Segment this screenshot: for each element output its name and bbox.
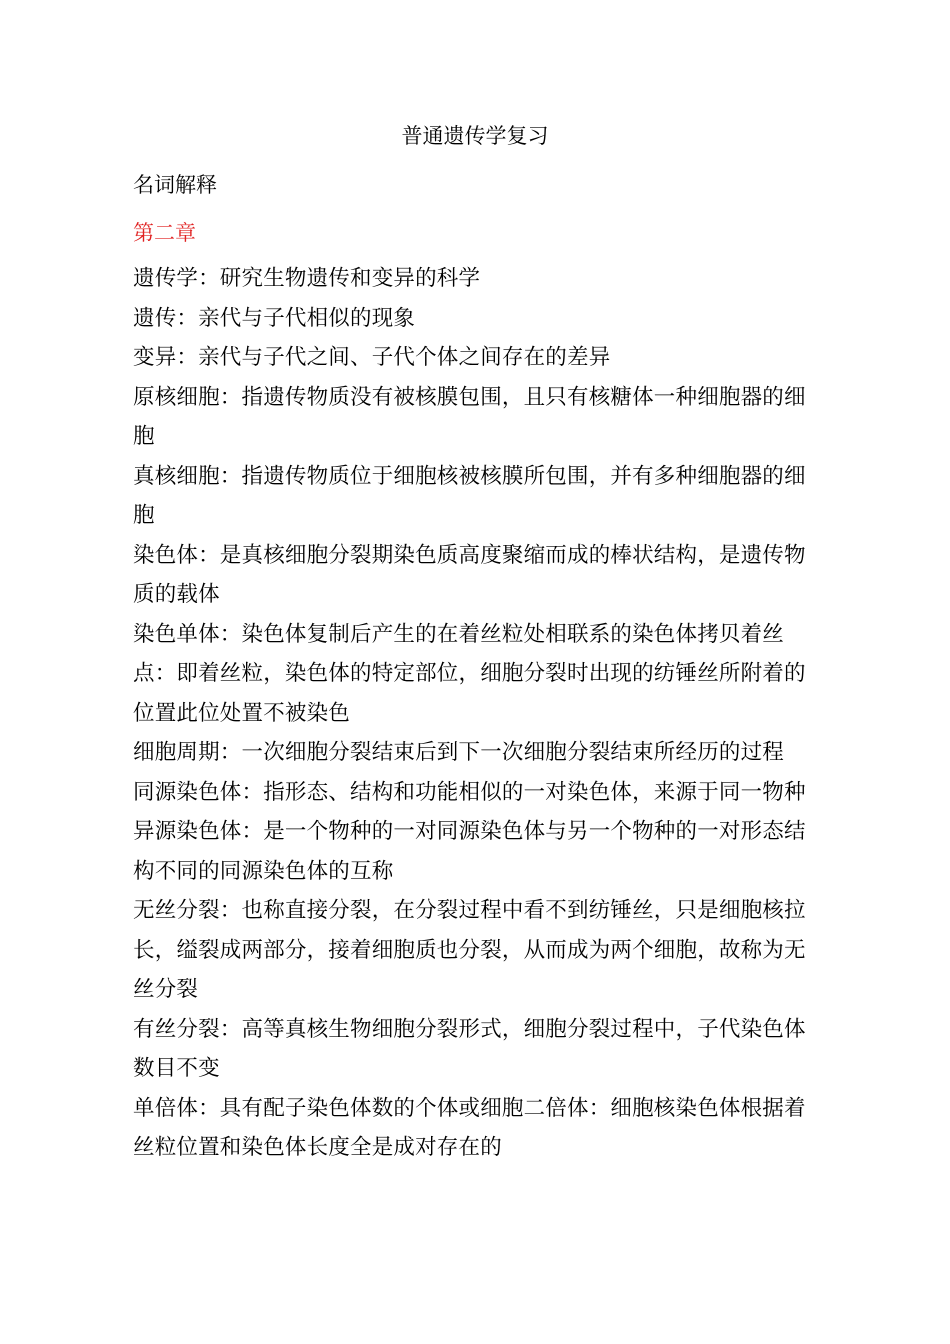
term-definition: 染色体：是真核细胞分裂期染色质高度聚缩而成的棒状结构，是遗传物质的载体 xyxy=(133,542,806,607)
term-definition: 有丝分裂：高等真核生物细胞分裂形式，细胞分裂过程中，子代染色体数目不变 xyxy=(133,1016,806,1081)
term-definition: 异源染色体：是一个物种的一对同源染色体与另一个物种的一对形态结构不同的同源染色体的互称 xyxy=(133,819,806,884)
term-definition: 单倍体：具有配子染色体数的个体或细胞二倍体：细胞核染色体根据着丝粒位置和染色体长度全是成对存在的 xyxy=(133,1095,806,1160)
chapter-heading: 第二章 xyxy=(133,221,196,245)
term-definition: 真核细胞：指遗传物质位于细胞核被核膜所包围，并有多种细胞器的细胞 xyxy=(133,463,806,528)
term-definition: 染色单体：染色体复制后产生的在着丝粒处相联系的染色体拷贝着丝点：即着丝粒，染色体的特定部位，细胞分裂时出现的纺锤丝所附着的位置此位处置不被染色 xyxy=(133,621,806,726)
term-definition: 遗传学：研究生物遗传和变异的科学 xyxy=(133,266,481,291)
term-definition: 无丝分裂：也称直接分裂，在分裂过程中看不到纺锤丝，只是细胞核拉长，缢裂成两部分，接着细胞质也分裂，从而成为两个细胞，故称为无丝分裂 xyxy=(133,898,806,1002)
term-definition: 遗传：亲代与子代相似的现象 xyxy=(133,305,416,331)
document-title: 普通遗传学复习 xyxy=(401,124,549,148)
document-body xyxy=(133,169,813,1168)
term-definition: 同源染色体：指形态、结构和功能相似的一对染色体，来源于同一物种 xyxy=(133,779,806,805)
term-definition: 细胞周期：一次细胞分裂结束后到下一次细胞分裂结束所经历的过程 xyxy=(133,740,785,765)
term-definition: 原核细胞：指遗传物质没有被核膜包围，且只有核糖体一种细胞器的细胞 xyxy=(133,384,806,449)
term-definition: 变异：亲代与子代之间、子代个体之间存在的差异 xyxy=(133,345,611,370)
section-heading: 名词解释 xyxy=(133,173,217,197)
